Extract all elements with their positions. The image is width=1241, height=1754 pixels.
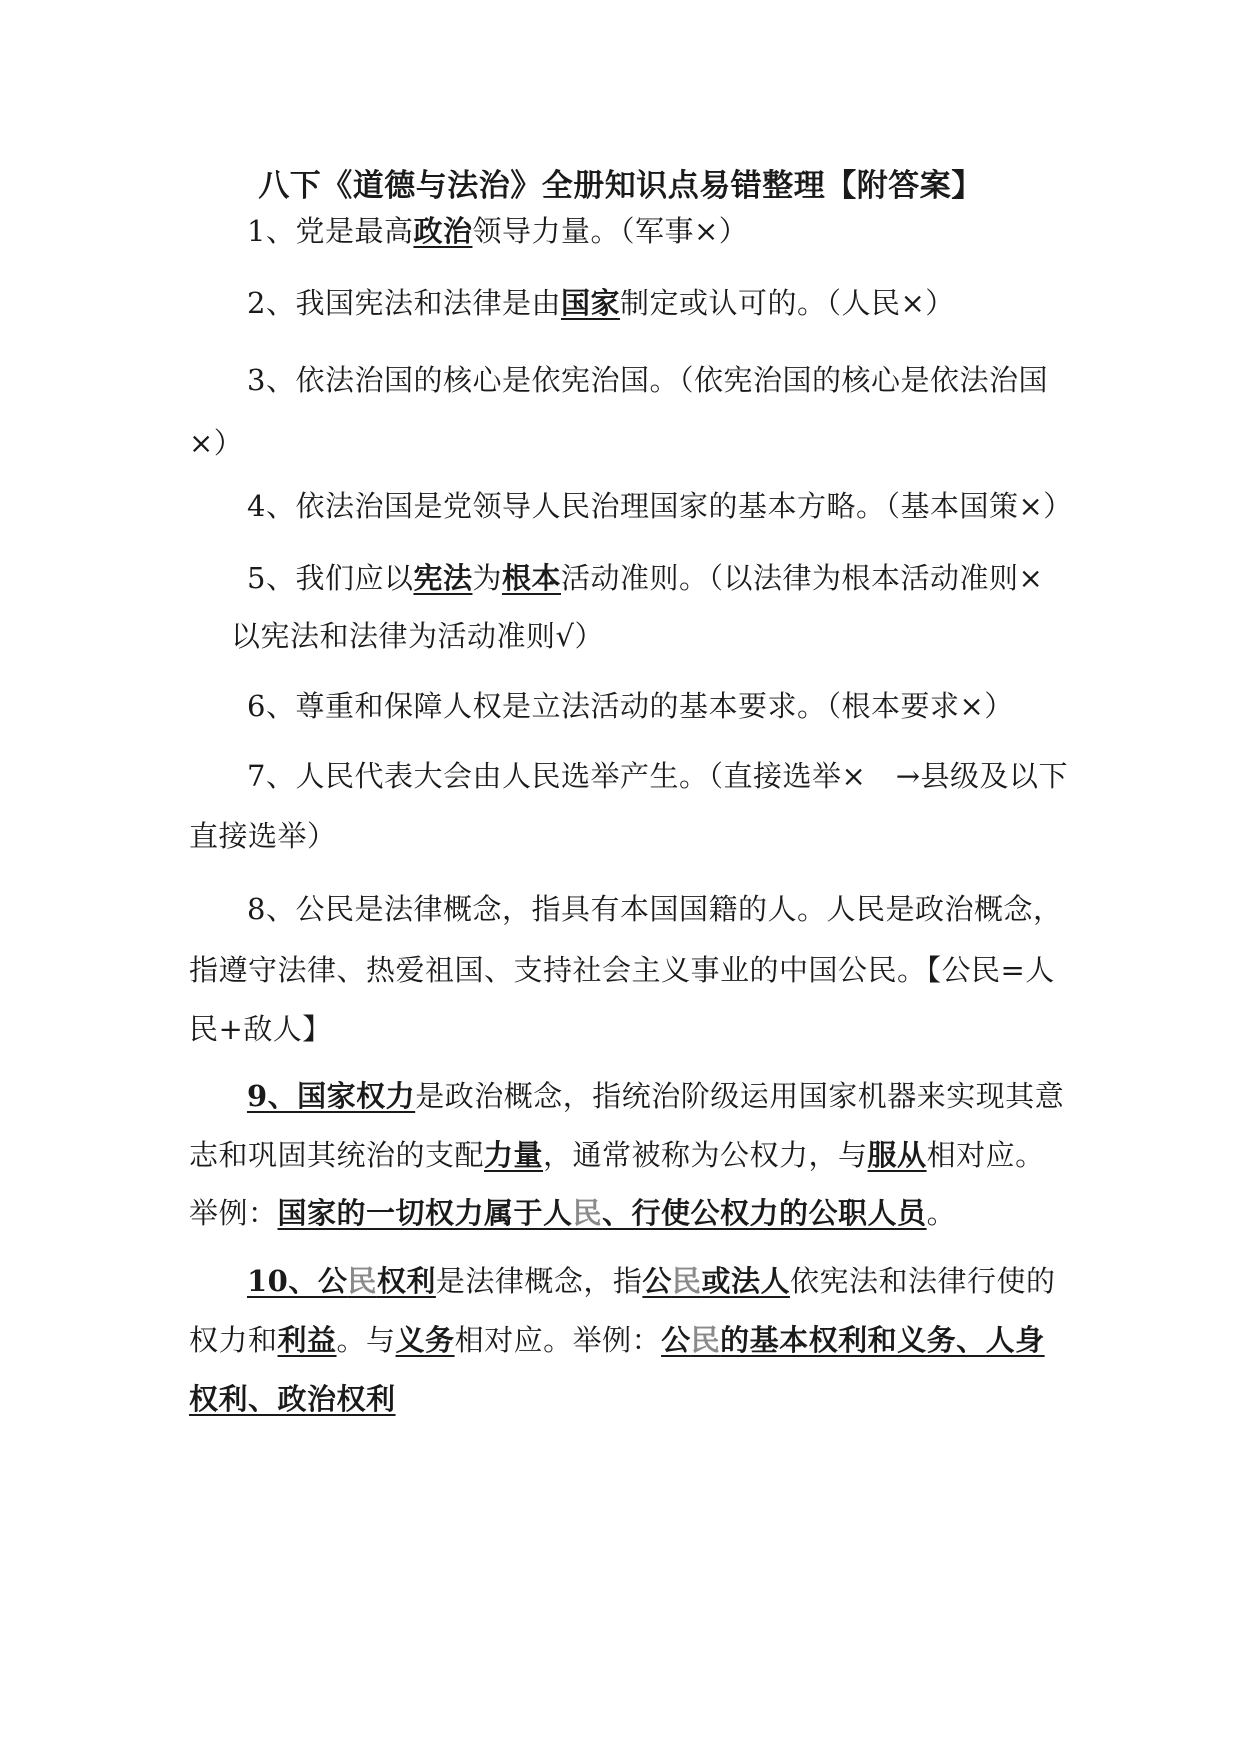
key-term: 力量 (484, 1138, 544, 1172)
item-7: 7、人民代表大会由人民选举产生。（直接选举× →县级及以下 (247, 759, 1069, 793)
item-3: 3、依法治国的核心是依宪治国。（依宪治国的核心是依法治国 (247, 363, 1048, 397)
item-9-cont-1: 志和巩固其统治的支配力量，通常被称为公权力，与服从相对应。 (189, 1138, 1045, 1172)
key-term: 10、公民权利 (247, 1264, 436, 1298)
item-10-cont-1: 权力和利益。与义务相对应。举例：公民的基本权利和义务、人身 (189, 1323, 1045, 1357)
key-term: 利益 (277, 1323, 337, 1357)
item-4: 4、依法治国是党领导人民治理国家的基本方略。（基本国策×） (247, 489, 1073, 523)
key-term: 服从 (867, 1138, 927, 1172)
example-text: 国家的一切权力属于人民、行使公权力的公职人员 (277, 1196, 927, 1230)
example-text: 权利、政治权利 (189, 1382, 396, 1416)
item-7-cont: 直接选举） (189, 819, 337, 853)
item-1: 1、党是最高政治领导力量。（军事×） (247, 214, 749, 248)
key-term: 宪法 (413, 561, 473, 595)
item-9: 9、国家权力是政治概念，指统治阶级运用国家机器来实现其意 (247, 1079, 1065, 1113)
item-10: 10、公民权利是法律概念，指公民或法人依宪法和法律行使的 (247, 1264, 1056, 1298)
key-term: 政治 (413, 214, 473, 248)
key-term: 义务 (395, 1323, 455, 1357)
key-term: 根本 (501, 561, 561, 595)
item-5: 5、我们应以宪法为根本活动准则。（以法律为根本活动准则× (247, 561, 1044, 595)
item-8: 8、公民是法律概念，指具有本国国籍的人。人民是政治概念， (247, 892, 1063, 926)
document-title: 八下《道德与法治》全册知识点易错整理【附答案】 (258, 168, 983, 204)
key-term: 9、国家权力 (247, 1079, 416, 1113)
item-3-cont: ×） (189, 426, 244, 460)
key-term: 国家 (560, 286, 620, 320)
item-5-cont: 以宪法和法律为活动准则√） (231, 619, 604, 653)
key-term: 公民或法人 (642, 1264, 790, 1298)
example-text: 公民的基本权利和义务、人身 (661, 1323, 1045, 1357)
item-8-cont-2: 民+敌人】 (189, 1012, 332, 1046)
item-2: 2、我国宪法和法律是由国家制定或认可的。（人民×） (247, 286, 955, 320)
item-8-cont-1: 指遵守法律、热爱祖国、支持社会主义事业的中国公民。【公民=人 (189, 953, 1055, 987)
item-9-cont-2: 举例：国家的一切权力属于人民、行使公权力的公职人员。 (189, 1196, 957, 1230)
item-6: 6、尊重和保障人权是立法活动的基本要求。（根本要求×） (247, 689, 1014, 723)
item-10-cont-2 (189, 1366, 1069, 1432)
